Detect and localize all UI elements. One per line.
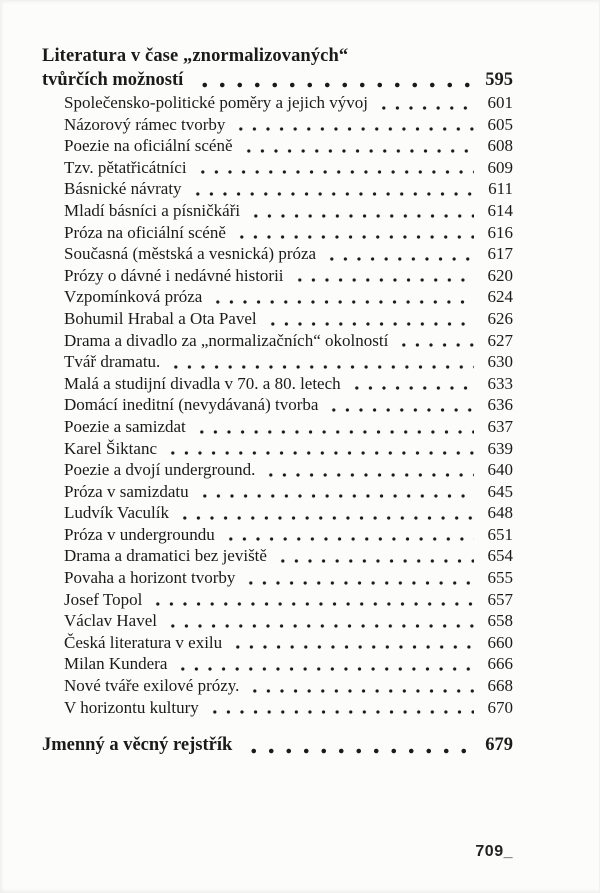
toc-entry-page-number: 630 xyxy=(487,352,513,372)
toc-entry-page-number: 637 xyxy=(487,416,513,436)
toc-entry-row xyxy=(42,394,513,416)
toc-entry-row xyxy=(42,675,513,697)
dot-leader xyxy=(240,135,474,157)
dot-leader xyxy=(206,697,474,719)
toc-entry-row xyxy=(42,92,513,114)
dot-leader xyxy=(325,394,474,416)
dot-leader xyxy=(264,308,474,330)
toc-entry-page-number: 624 xyxy=(487,287,513,307)
toc-entry-label: Domácí ineditní (nevydávaná) tvorba xyxy=(64,395,319,415)
dot-leader xyxy=(193,416,474,438)
toc-entry-page-number: 633 xyxy=(487,373,513,393)
index-heading-label: Jmenný a věcný rejstřík xyxy=(42,735,233,756)
page-folio-number: 709_ xyxy=(475,843,513,860)
toc-entry-label: Nové tváře exilové prózy. xyxy=(64,676,240,696)
dot-leader xyxy=(348,373,474,395)
toc-entry-label: Prózy o dávné i nedávné historii xyxy=(64,265,284,285)
toc-entry-row xyxy=(42,653,513,675)
dot-leader xyxy=(196,481,474,503)
toc-entry-label: Společensko-politické poměry a jejich vývoj xyxy=(64,93,369,112)
toc-entry-page-number: 658 xyxy=(487,611,513,631)
toc-entry-page-number: 614 xyxy=(487,200,513,220)
toc-entry-page-number: 617 xyxy=(487,244,513,264)
toc-entry-page-number: 654 xyxy=(487,546,513,566)
toc-entry-row xyxy=(42,222,513,244)
dot-leader xyxy=(233,222,474,244)
toc-list xyxy=(42,92,513,718)
toc-entry-row xyxy=(42,610,513,632)
toc-entry-row xyxy=(42,373,513,395)
toc-entry-page-number: 605 xyxy=(487,114,513,134)
toc-entry-page-number: 670 xyxy=(487,697,513,717)
toc-entry-page-number: 601 xyxy=(487,93,513,112)
toc-entry-label: Vzpomínková próza xyxy=(64,287,203,307)
chapter-heading-row xyxy=(42,68,513,92)
toc-entry-row xyxy=(42,416,513,438)
toc-entry-label: Tvář dramatu. xyxy=(64,352,161,372)
dot-leader xyxy=(242,732,472,758)
toc-entry-page-number: 640 xyxy=(487,460,513,480)
index-heading-row xyxy=(42,732,513,758)
toc-entry-label: Próza v undergroundu xyxy=(64,524,215,544)
toc-entry-row xyxy=(42,286,513,308)
toc-entry-row xyxy=(42,265,513,287)
toc-entry-page-number: 609 xyxy=(487,157,513,177)
toc-entry-row xyxy=(42,178,513,200)
toc-entry-label: Ludvík Vaculík xyxy=(64,503,169,523)
toc-entry-label: V horizontu kultury xyxy=(64,697,199,717)
toc-entry-page-number: 616 xyxy=(487,222,513,242)
toc-entry-page-number: 668 xyxy=(487,676,513,696)
dot-leader xyxy=(194,157,474,179)
dot-leader xyxy=(262,459,474,481)
toc-entry-page-number: 648 xyxy=(487,503,513,523)
dot-leader xyxy=(229,632,474,654)
toc-entry-page-number: 655 xyxy=(487,568,513,588)
toc-entry-label: Karel Šiktanc xyxy=(64,438,157,458)
toc-entry-row xyxy=(42,481,513,503)
chapter-heading-line1: Literatura v čase „znormalizovaných“ xyxy=(42,46,349,66)
dot-leader xyxy=(164,610,474,632)
toc-entry-label: Drama a divadlo za „normalizačních“ okolností xyxy=(64,330,389,350)
toc-entry-page-number: 639 xyxy=(487,438,513,458)
dot-leader xyxy=(149,589,474,611)
index-heading-page-number: 679 xyxy=(485,735,513,756)
toc-entry-row xyxy=(42,135,513,157)
toc-entry-row xyxy=(42,459,513,481)
toc-entry-row xyxy=(42,589,513,611)
toc-entry-label: Poezie na oficiální scéně xyxy=(64,136,233,156)
toc-entry-page-number: 645 xyxy=(487,481,513,501)
chapter-heading-page-number: 595 xyxy=(485,70,513,90)
toc-entry-row xyxy=(42,243,513,265)
dot-leader xyxy=(323,243,474,265)
toc-entry-page-number: 651 xyxy=(487,524,513,544)
dot-leader xyxy=(247,200,474,222)
toc-entry-label: Básnické návraty xyxy=(64,179,182,199)
toc-entry-row xyxy=(42,351,513,373)
toc-entry-row xyxy=(42,632,513,654)
toc-entry-row xyxy=(42,697,513,719)
toc-entry-page-number: 666 xyxy=(487,654,513,674)
dot-leader xyxy=(291,265,474,287)
toc-entry-label: Malá a studijní divadla v 70. a 80. letech xyxy=(64,373,341,393)
dot-leader xyxy=(176,502,474,524)
dot-leader xyxy=(274,545,474,567)
toc-entry-row xyxy=(42,330,513,352)
toc-entry-label: Mladí básníci a písničkáři xyxy=(64,200,241,220)
toc-entry-label: Josef Topol xyxy=(64,589,143,609)
toc-entry-label: Česká literatura v exilu xyxy=(64,632,223,652)
toc-entry-page-number: 627 xyxy=(487,330,513,350)
dot-leader xyxy=(164,438,474,460)
toc-entry-row xyxy=(42,524,513,546)
dot-leader xyxy=(167,351,474,373)
toc-entry-label: Próza na oficiální scéně xyxy=(64,222,226,242)
toc-entry-row xyxy=(42,114,513,136)
toc-entry-row xyxy=(42,545,513,567)
toc-entry-page-number: 608 xyxy=(487,136,513,156)
toc-entry-row xyxy=(42,308,513,330)
toc-entry-page-number: 626 xyxy=(487,308,513,328)
dot-leader xyxy=(375,92,474,114)
toc-entry-row xyxy=(42,157,513,179)
toc-entry-label: Názorový rámec tvorby xyxy=(64,114,226,134)
dot-leader xyxy=(246,675,474,697)
dot-leader xyxy=(189,178,474,200)
toc-entry-page-number: 620 xyxy=(487,265,513,285)
toc-entry-label: Próza v samizdatu xyxy=(64,481,189,501)
dot-leader xyxy=(242,567,474,589)
dot-leader xyxy=(232,114,474,136)
dot-leader xyxy=(222,524,474,546)
dot-leader xyxy=(174,653,474,675)
toc-entry-row xyxy=(42,438,513,460)
toc-entry-label: Bohumil Hrabal a Ota Pavel xyxy=(64,308,257,328)
toc-entry-label: Poezie a dvojí underground. xyxy=(64,460,256,480)
toc-entry-page-number: 611 xyxy=(488,179,513,199)
toc-entry-label: Současná (městská a vesnická) próza xyxy=(64,244,317,264)
toc-entry-page-number: 657 xyxy=(487,589,513,609)
toc-entry-page-number: 636 xyxy=(487,395,513,415)
table-of-contents xyxy=(42,44,513,758)
toc-entry-label: Drama a dramatici bez jeviště xyxy=(64,546,267,566)
dot-leader xyxy=(395,330,474,352)
toc-entry-label: Poezie a samizdat xyxy=(64,416,186,436)
toc-entry-label: Václav Havel xyxy=(64,611,157,631)
toc-entry-label: Povaha a horizont tvorby xyxy=(64,568,236,588)
chapter-heading-line2: tvůrčích možností xyxy=(42,70,184,90)
toc-entry-label: Tzv. pětatřicátníci xyxy=(64,157,187,177)
toc-entry-page-number: 660 xyxy=(487,632,513,652)
dot-leader xyxy=(209,286,474,308)
toc-entry-row xyxy=(42,502,513,524)
toc-entry-row xyxy=(42,200,513,222)
toc-entry-label: Milan Kundera xyxy=(64,654,168,674)
dot-leader xyxy=(193,68,472,92)
toc-entry-row xyxy=(42,567,513,589)
